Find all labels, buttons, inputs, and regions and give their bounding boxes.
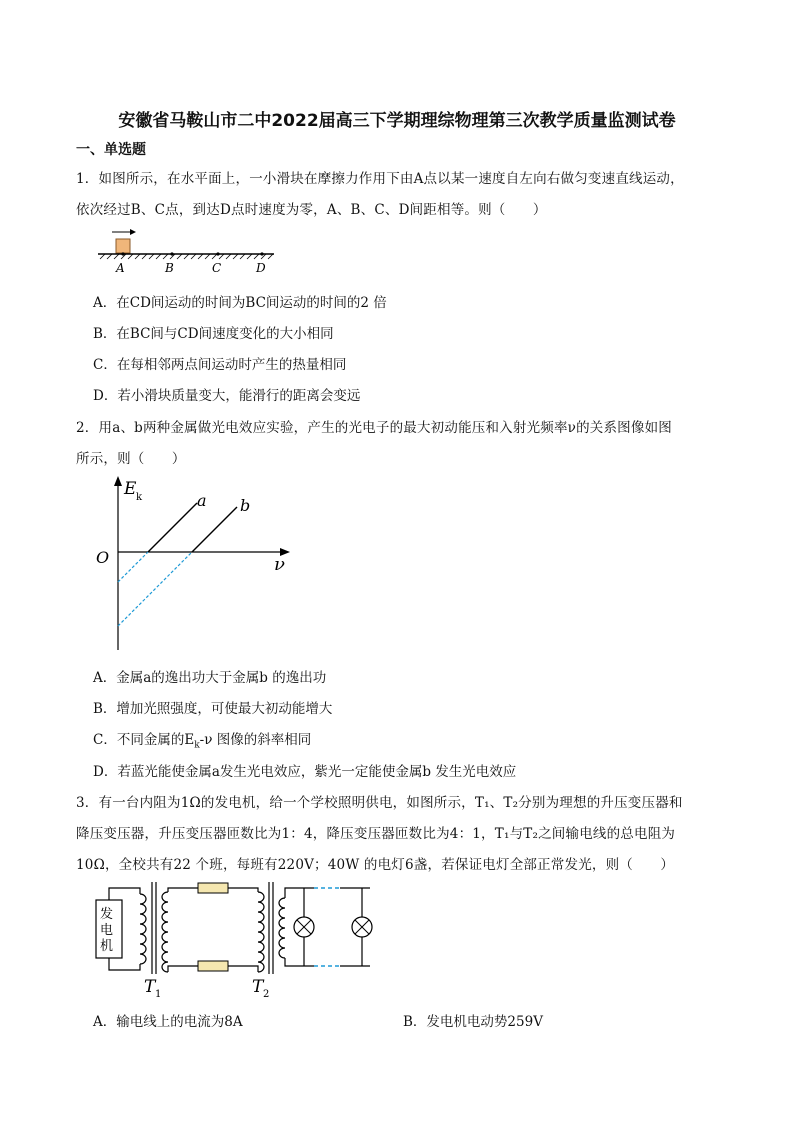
x-axis-label: ν	[274, 554, 285, 575]
t1-secondary-coil	[162, 892, 168, 972]
point-c-dot	[216, 252, 219, 255]
y-axis-arrow-icon	[114, 476, 122, 486]
q3-circuit	[92, 878, 382, 1000]
page-title: 安徽省马鞍山市二中2022届高三下学期理综物理第三次教学质量监测试卷	[118, 111, 676, 131]
q2-stem-line1: 2．用a、b两种金属做光电效应实验，产生的光电子的最大初动能压和入射光频率ν的关系图像如图	[76, 420, 672, 436]
q2-graph	[92, 474, 297, 654]
q1-stem-line1: 1．如图所示，在水平面上，一小滑块在摩擦力作用下由A点以某一速度自左向右做匀变速直线运动，	[76, 171, 684, 187]
q2-option-c-text: C．不同金属的E	[93, 732, 195, 748]
line-bottom-left	[168, 966, 198, 972]
point-d-dot	[260, 252, 263, 255]
point-c-label: C	[212, 261, 222, 275]
lamp-2-icon	[352, 917, 372, 937]
q1-figure	[94, 228, 284, 278]
t2-secondary-coil	[279, 898, 285, 958]
q3-stem-line1: 3．有一台内阻为1Ω的发电机，给一个学校照明供电，如图所示，T₁、T₂分别为理想的升压变压器和	[76, 795, 683, 811]
generator-wire-top	[109, 888, 140, 900]
point-b-dot	[170, 252, 173, 255]
y-axis-label: E	[124, 479, 137, 499]
q2-option-c[interactable]	[93, 728, 311, 751]
q3-option-b[interactable]: B．发电机电动势259V	[403, 1014, 543, 1030]
q3-option-a[interactable]: A．输电线上的电流为8A	[93, 1014, 243, 1030]
q3-stem-line3: 10Ω，全校共有22 个班，每班有220V；40W 的电灯6盏，若保证电灯全部正常发光，则（ ）	[76, 857, 675, 873]
arrow-head-icon	[130, 229, 136, 235]
t2-subscript: 2	[263, 989, 270, 1000]
q1-option-b[interactable]: B．在BC间与CD间速度变化的大小相同	[93, 326, 334, 342]
q2-option-b[interactable]: B．增加光照强度，可使最大初动能增大	[93, 701, 333, 717]
origin-label: O	[96, 548, 110, 567]
q2-stem-line2: 所示，则（ ）	[76, 451, 186, 467]
t1-primary-coil	[140, 894, 146, 964]
line-b-extension	[118, 552, 192, 626]
q2-option-c-subscript: k	[194, 740, 200, 751]
generator-label-3: 机	[100, 939, 114, 954]
line-a-label: a	[197, 491, 207, 510]
section-heading: 一、单选题	[76, 142, 146, 158]
t1-subscript: 1	[155, 989, 162, 1000]
resistor-top	[198, 883, 228, 893]
line-b-label: b	[240, 496, 251, 515]
generator-wire-bottom	[109, 958, 140, 970]
load-wire-top-left	[285, 888, 314, 898]
line-top-right	[228, 888, 258, 892]
q1-stem-line2: 依次经过B、C点，到达D点时速度为零，A、B、C、D间距相等。则（ ）	[76, 202, 547, 218]
generator-label-2: 电	[100, 923, 114, 938]
line-b	[192, 507, 237, 552]
point-a-dot	[121, 252, 124, 255]
t2-primary-coil	[258, 892, 264, 972]
q1-option-d[interactable]: D．若小滑块质量变大，能滑行的距离会变远	[93, 388, 361, 404]
q2-option-d[interactable]: D．若蓝光能使金属a发生光电效应，紫光一定能使金属b 发生光电效应	[93, 764, 517, 780]
ground-hatching	[100, 254, 273, 259]
q3-stem-line2: 降压变压器，升压变压器匝数比为1：4，降压变压器匝数比为4：1，T₁与T₂之间输电线的总电阻为	[76, 826, 676, 842]
point-d-label: D	[256, 261, 266, 275]
point-a-label: A	[116, 261, 125, 275]
line-a-extension	[118, 552, 148, 582]
q2-option-a[interactable]: A．金属a的逸出功大于金属b 的逸出功	[93, 670, 327, 686]
resistor-bottom	[198, 961, 228, 971]
q1-option-c[interactable]: C．在每相邻两点间运动时产生的热量相同	[93, 357, 347, 373]
q1-option-a[interactable]: A．在CD间运动的时间为BC间运动的时间的2 倍	[93, 295, 387, 311]
point-b-label: B	[165, 261, 174, 275]
t2-label: T	[252, 977, 264, 997]
line-a	[148, 503, 197, 552]
slider-block	[116, 239, 130, 253]
t1-label: T	[144, 977, 156, 997]
lamp-1-icon	[294, 917, 314, 937]
line-bottom-right	[228, 966, 258, 972]
q2-option-c-rest: -ν 图像的斜率相同	[199, 732, 312, 748]
y-axis-subscript: k	[136, 492, 143, 503]
load-wire-bottom-left	[285, 958, 314, 966]
line-top-left	[168, 888, 198, 892]
generator-label-1: 发	[100, 907, 114, 922]
